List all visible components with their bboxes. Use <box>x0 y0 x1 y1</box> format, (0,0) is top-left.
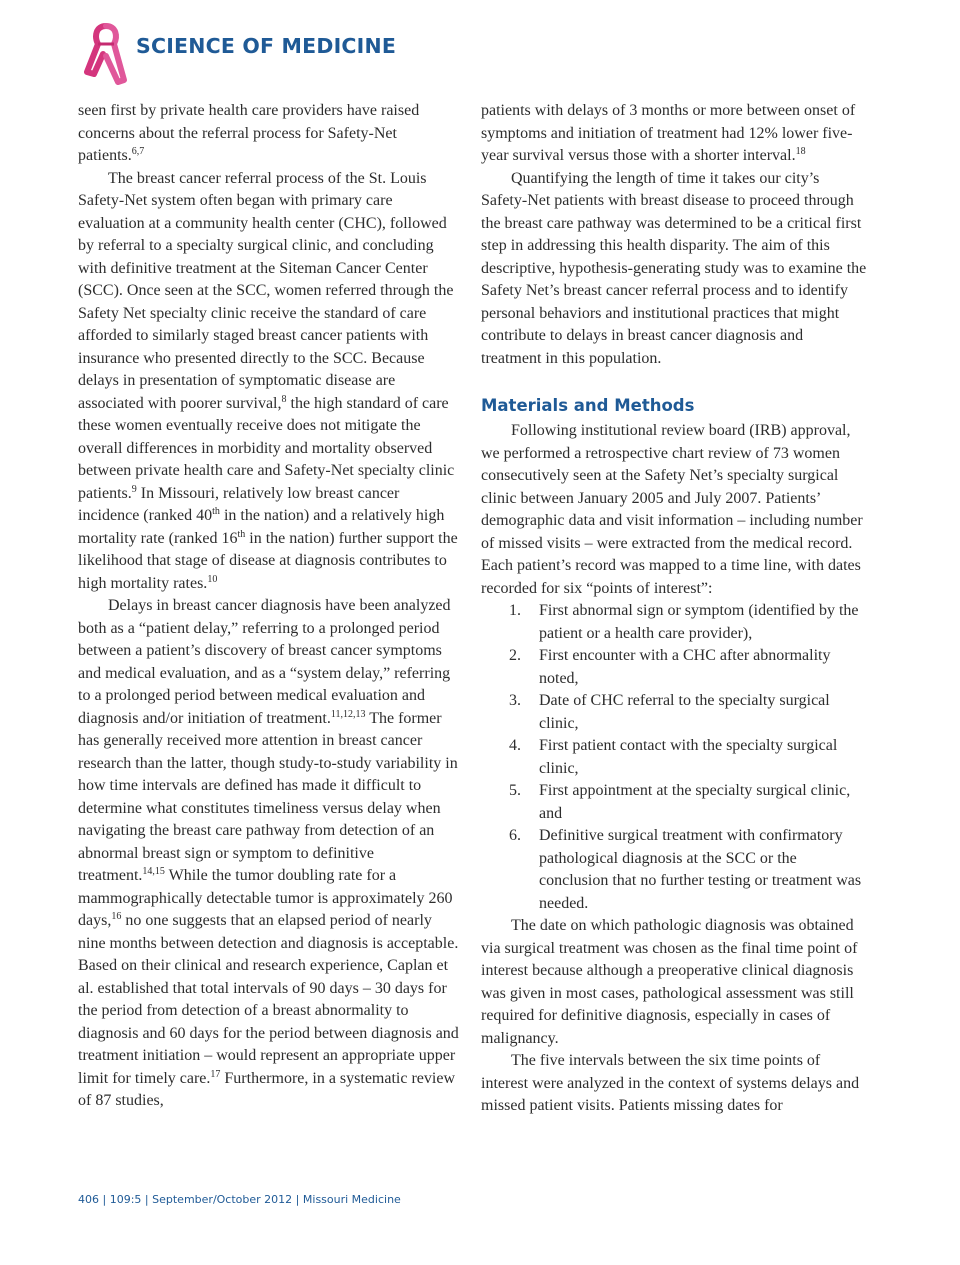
paragraph: Delays in breast cancer diagnosis have been analyzed both as a “patient delay,” referring to a prolonged period between a patient’s discovery of breast cancer symptoms and medical evaluation, and as a “system delay,” referring to a prolonged period between medical evaluation and diagnosis and/or initiation of treatment.$^{11,12,13}$ The former has generally received more attention in breast cancer research than the latter, though study-to-study variability in how time intervals are defined has made it difficult to determine what constitutes timeliness versus delay when navigating the breast care pathway from detection of an abnormal breast sign or symptom to definitive treatment.$^{14,15}$ While the tumor doubling rate for a mammographically detectable tumor is approximately 260 days,$^{16}$ no one suggests that an elapsed period of nearly nine months between detection and diagnosis is acceptable. Based on their clinical and research experience, Caplan et al. established that total intervals of 90 days – 30 days for the period from detection of a breast abnormality to diagnosis and 60 days for the period between diagnosis and treatment initiation – would represent an appropriate upper limit for timely care.$^{17}$ Furthermore, in a systematic review of 87 studies, <box>78 597 459 1109</box>
list-item: 2. First encounter with a CHC after abnormality noted, <box>509 647 831 687</box>
list-item: 5. First appointment at the specialty surgical clinic, and <box>509 782 851 822</box>
page-number: 406 <box>78 1193 99 1206</box>
paragraph: seen first by private health care providers have raised concerns about the referral process for Safety-Net patients.$^{6,7}$ <box>78 102 420 164</box>
page-header <box>84 20 484 86</box>
paragraph: Following institutional review board (IRB) approval, we performed a retrospective chart review of 73 women consecutively seen at the Safety Net’s specialty surgical clinic between January 2005 and July 2007. Patients’ demographic data and visit information – including number of missed visits – were extracted from the medical record. Each patient’s record was mapped to a time line, with dates recorded for six “points of interest”: <box>481 422 863 597</box>
section-heading: Materials and Methods <box>481 396 695 415</box>
paragraph: Quantifying the length of time it takes our city’s Safety-Net patients with breast disease to proceed through the breast care pathway was determined to be a critical first step in addressing this health disparity. The aim of this descriptive, hypothesis-generating study was to examine the Safety Net’s breast cancer referral process and to identify personal behaviors and institutional practices that might contribute to delays in breast cancer diagnosis and treatment in this population. <box>481 169 867 367</box>
page-footer: 406 | 109:5 | September/October 2012 | Missouri Medicine <box>78 1193 401 1206</box>
paragraph: The five intervals between the six time points of interest were analyzed in the context of systems delays and missed patient visits. Patients missing dates for <box>481 1052 860 1114</box>
paragraph: patients with delays of 3 months or more between onset of symptoms and initiation of treatment had 12% lower five-year survival versus those with a shorter interval.$^{18}$ <box>481 102 856 164</box>
list-item: 4. First patient contact with the specialty surgical clinic, <box>509 737 838 777</box>
list-item: 1. First abnormal sign or symptom (identified by the patient or a health care provider), <box>509 602 859 642</box>
points-of-interest-list <box>481 600 867 915</box>
issue-date: September/October 2012 <box>152 1193 293 1206</box>
pink-ribbon-icon <box>84 22 130 86</box>
issue-number: 109:5 <box>109 1193 142 1206</box>
section-title: SCIENCE OF MEDICINE <box>136 34 397 58</box>
paragraph: The date on which pathologic diagnosis was obtained via surgical treatment was chosen as the final time point of interest because although a preoperative clinical diagnosis was given in most cases, pathological assessment was still required for definitive diagnosis, especially in cases of malignancy. <box>481 917 858 1047</box>
list-item: 3. Date of CHC referral to the specialty surgical clinic, <box>509 692 830 732</box>
list-item: 6. Definitive surgical treatment with confirmatory pathological diagnosis at the SCC or the conclusion that no further testing or treatment was needed. <box>509 827 862 912</box>
right-column <box>481 100 867 1118</box>
journal-name: Missouri Medicine <box>302 1193 401 1206</box>
paragraph: The breast cancer referral process of the St. Louis Safety-Net system often began with primary care evaluation at a community health center (CHC), followed by referral to a specialty surgical clinic, and concluding with definitive treatment at the Siteman Cancer Center (SCC). Once seen at the SCC, women referred through the Safety Net specialty clinic receive the standard of care afforded to similarly staged breast cancer patients with insurance who presented directly to the SCC. Because delays in presentation of symptomatic disease are associated with poorer survival,$^8$ the high standard of care these women eventually receive does not mitigate the overall differences in morbidity and mortality observed between private health care and Safety-Net specialty clinic patients.$^9$ In Missouri, relatively low breast cancer incidence (ranked 40th in the nation) and a relatively high mortality rate (ranked 16th in the nation) further support the likelihood that stage of disease at diagnosis contributes to high mortality rates.$^{10}$ <box>78 169 458 592</box>
left-column <box>78 100 462 1113</box>
